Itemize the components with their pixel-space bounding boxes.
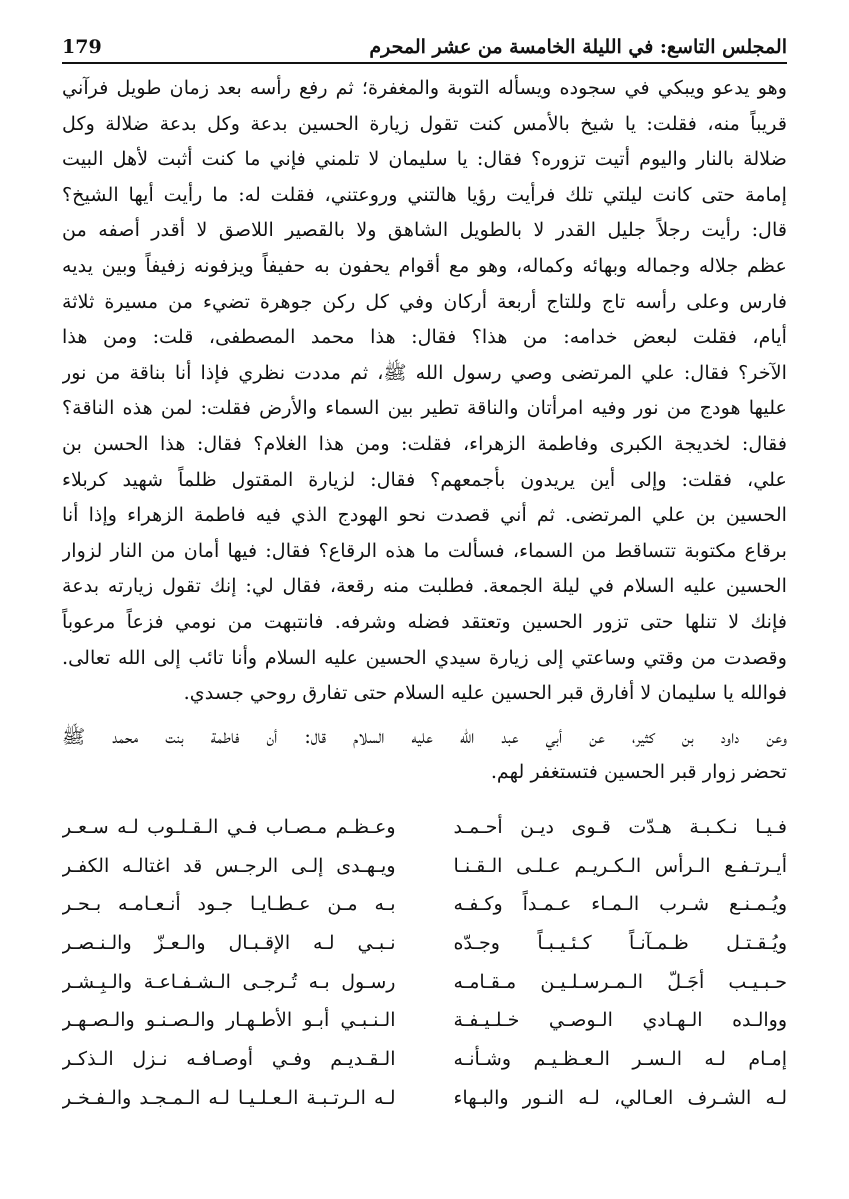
text-line: وهو يدعو ويبكي في سجوده ويسأله التوبة والمغفرة؛ ثم رفع رأسه بعد زمان طويل فرآني xyxy=(62,76,787,99)
verse-row xyxy=(62,1040,787,1079)
paragraph xyxy=(62,719,787,790)
verse-first-hemistich: إمـام لـه الـسـر الـعـظـيـم وشـأنـه xyxy=(453,1048,787,1071)
paragraph-list xyxy=(62,70,787,790)
verse-first-hemistich: حـبـيـب أجَـلّ الـمـرسـلـيـن مـقـامـه xyxy=(453,970,787,993)
text-line: قال: رأيت رجلاً جليل القدر لا بالطويل الشاهق ولا بالقصير اللاصق لا أقدر أصفه من xyxy=(62,218,787,242)
poem xyxy=(62,808,787,1118)
verse-second-hemistich: الـنـبـي أبـو الأطـهـار والـصـنـو والـصـهـر xyxy=(62,1009,396,1032)
text-line: الحسين عليه السلام في ليلة الجمعة. فطلبت منه رقعة، فقال لي: إنك تقول زيارته بدعة xyxy=(62,574,787,598)
verse-first-hemistich: ويُـقـتـل ظـمـآنـاً كـئـيـبـاً وجـدّه xyxy=(453,932,787,955)
verse-row xyxy=(62,847,787,886)
text-line: ضلالة بالنار واليوم أتيت تزوره؟ فقال: يا سليمان لا تلمني فإني ما كنت أثبت لأهل البيت xyxy=(62,147,787,171)
text-line: وعن داود بن كثير، عن أبي عبد الله عليه السلام قال: أن فاطمة بنت محمد ﷺ xyxy=(62,724,787,748)
page-number: 179 xyxy=(62,36,102,58)
verse-second-hemistich: رسـول بـه تُـرجـى الـشـفـاعـة والـبِـشـر xyxy=(62,970,396,993)
verse-first-hemistich: ووالـده الـهـادي الـوصـي خـلـيـفـة xyxy=(453,1009,787,1032)
text-line: الحسين بن علي المرتضى. ثم أني قصدت نحو الهودج الذي فيه فاطمة الزهراء وإذا أنا xyxy=(62,503,787,527)
paragraph xyxy=(62,70,787,711)
body-text xyxy=(62,70,787,790)
verse-first-hemistich: ويُـمـنـع شـرب الـمـاء عـمـداً وكـفـه xyxy=(453,893,787,916)
verse-second-hemistich: وعـظـم مـصـاب فـي الـقـلـوب لـه سـعـر xyxy=(62,816,396,838)
verse-first-hemistich: أيـرتـفـع الـرأس الـكـريـم عـلـى الـقـنـا xyxy=(453,854,787,877)
verse-second-hemistich: بـه مـن عـطـايـا جـود أنـعـامـه بـحـر xyxy=(62,893,396,916)
running-header xyxy=(62,30,787,64)
verse-row xyxy=(62,924,787,963)
text-line: فقال: لخديجة الكبرى وفاطمة الزهراء، فقلت: ومن هذا الغلام؟ فقال: هذا الحسن بن xyxy=(62,431,787,455)
text-line: الآخر؟ فقال: علي المرتضى وصي رسول الله ﷺ، ثم مددت نظري فإذا أنا بناقة من نور xyxy=(62,360,787,384)
verse-row xyxy=(62,1001,787,1040)
text-line: فإنك لا تنلها حتى تزور الحسين وتعتقد فضله وشرفه. فانتبهت من نومي فزعاً مرعوباً xyxy=(62,609,787,633)
text-line: إمامة حتى كانت ليلتي تلك فرأيت رؤيا هالتني وروعتني، فقلت له: ما رأيت أيها الشيخ؟ xyxy=(62,182,787,206)
text-line: أيام، فقلت لبعض خدامه: من هذا؟ فقال: هذا محمد المصطفى، قلت: ومن هذا xyxy=(62,325,787,349)
verse-first-hemistich: لـه الشـرف العـالي، لـه النـور والبـهاء xyxy=(453,1086,787,1109)
verse-row xyxy=(62,1079,787,1118)
text-line: قريباً منه، فقلت: يا شيخ بالأمس كنت تقول زيارة الحسين بدعة وكل بدعة ضلالة وكل xyxy=(62,111,787,135)
text-line: عظم جلاله وجماله وبهائه وكماله، وهو مع أقوام يحفون به حفيفاً ويزفونه زفيفاً وبين يديه xyxy=(62,253,787,277)
text-line: وقصدت من وقتي وساعتي إلى زيارة سيدي الحسين عليه السلام وأنا تائب إلى الله تعالى. xyxy=(62,645,787,669)
text-line: تحضر زوار قبر الحسين فتستغفر لهم. xyxy=(490,760,787,784)
verse-second-hemistich: لـه الـرتـبـة الـعـلـيـا لـه الـمـجـد والـفـخـر xyxy=(62,1086,396,1109)
text-line: علي، فقلت: وإلى أين يريدون بأجمعهم؟ فقال: لزيارة المقتول ظلماً شهيد كربلاء xyxy=(62,467,787,491)
verse-first-hemistich: فـيـا نـكـبـة هـدّت قـوى ديـن أحـمـد xyxy=(453,816,787,838)
text-line: برقاع مكتوبة تتساقط من السماء، فسألت ما هذه الرقاع؟ فقال: فيها أمان من النار لزوار xyxy=(62,538,787,562)
chapter-title: المجلس التاسع: في الليلة الخامسة من عشر المحرم xyxy=(369,36,787,58)
verse-row xyxy=(62,885,787,924)
verse-row xyxy=(62,963,787,1002)
verse-second-hemistich: الـقـديـم وفـي أوصـافـه نـزل الـذكـر xyxy=(62,1048,396,1071)
verse-list xyxy=(62,808,787,1118)
text-line: فوالله يا سليمان لا أفارق قبر الحسين عليه السلام حتى تفارق روحي جسدي. xyxy=(183,681,787,705)
text-line: عليها هودج من نور وفيه امرأتان والناقة تطير بين السماء والأرض فقلت: لمن هذه الناقة؟ xyxy=(62,396,787,420)
verse-second-hemistich: نـبـي لـه الإقـبـال والـعـزّ والـنـصـر xyxy=(62,932,396,955)
paragraph-gap xyxy=(62,711,787,719)
verse-row xyxy=(62,808,787,847)
verse-second-hemistich: ويـهـدى إلـى الرجـس قد اغتالـه الكفـر xyxy=(62,854,396,877)
text-line: فارس وعلى رأسه تاج وللتاج أربعة أركان وفي كل ركن جوهرة تضيء من مسيرة ثلاثة xyxy=(62,289,787,313)
